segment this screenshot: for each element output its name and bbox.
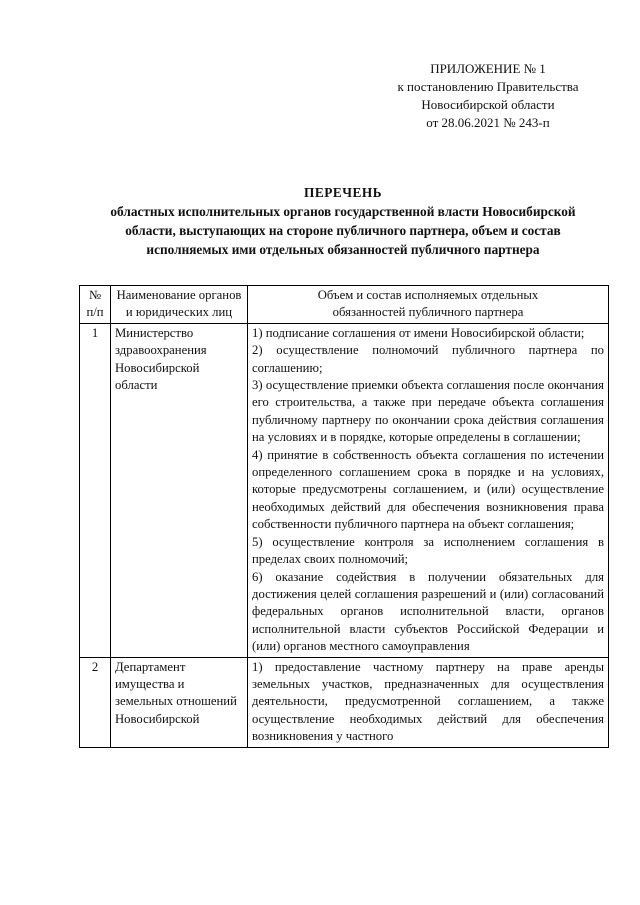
duty-item: 4) принятие в собственность объекта соглашения по истечении определенного соглашением срока в порядке и на условиях, которые предусмотрены соглашением, и (или) осуществление необходимых действий для обеспечения возникновения права собственности публичного партнера на объект соглашения; [252,447,604,532]
title-line-2: области, выступающих на стороне публичного партнера, объем и состав [125,223,561,238]
header-name: Наименование органов и юридических лиц [111,286,248,324]
row-organ-name: Министерство здравоохранения Новосибирской области [111,323,248,657]
document-title [60,183,626,259]
row-duties [248,323,609,657]
annex-date: от 28.06.2021 № 243-п [426,115,550,130]
table-row [80,657,609,747]
title-main: ПЕРЕЧЕНЬ [304,185,382,200]
row-number: 1 [80,323,111,657]
duty-item: 6) оказание содействия в получении обязательных для достижения целей соглашения разрешений и (или) согласований федеральных органов исполнительной власти, органов исполнительной власти субъектов Российской Федерации и (или) органов местного самоуправления [252,569,604,654]
row-duties [248,657,609,747]
title-line-3: исполняемых ими отдельных обязанностей публичного партнера [146,242,540,257]
header-number: № п/п [80,286,111,324]
row-organ-name: Департамент имущества и земельных отношений Новосибирской [111,657,248,747]
duty-item: 2) осуществление полномочий публичного партнера по соглашению; [252,343,604,375]
duty-item: 3) осуществление приемки объекта соглашения после окончания его строительства, а также при передаче объекта соглашения публичному партнеру по окончании срока действия соглашения на условиях и в порядке, которые определены в соглашении; [252,378,604,445]
duty-item: 1) подписание соглашения от имени Новосибирской области; [252,325,585,340]
title-line-1: областных исполнительных органов государственной власти Новосибирской [110,204,576,219]
duty-item: 5) осуществление контроля за исполнением соглашения в пределах своих полномочий; [252,534,604,567]
annex-region: Новосибирской области [421,97,555,112]
row-number: 2 [80,657,111,747]
annex-number: ПРИЛОЖЕНИЕ № 1 [430,61,546,76]
table-header-row [80,286,609,324]
header-duties: Объем и состав исполняемых отдельных обязанностей публичного партнера [248,286,609,324]
annex-reference: к постановлению Правительства [397,79,579,94]
duty-item: 1) предоставление частному партнеру на праве аренды земельных участков, предназначенных для осуществления деятельности, предусмотренной соглашением, а также осуществление необходимых действий для обеспечения возникновения у частного [252,659,604,744]
organs-table [79,285,609,748]
annex-block [380,60,596,132]
table-row [80,323,609,657]
